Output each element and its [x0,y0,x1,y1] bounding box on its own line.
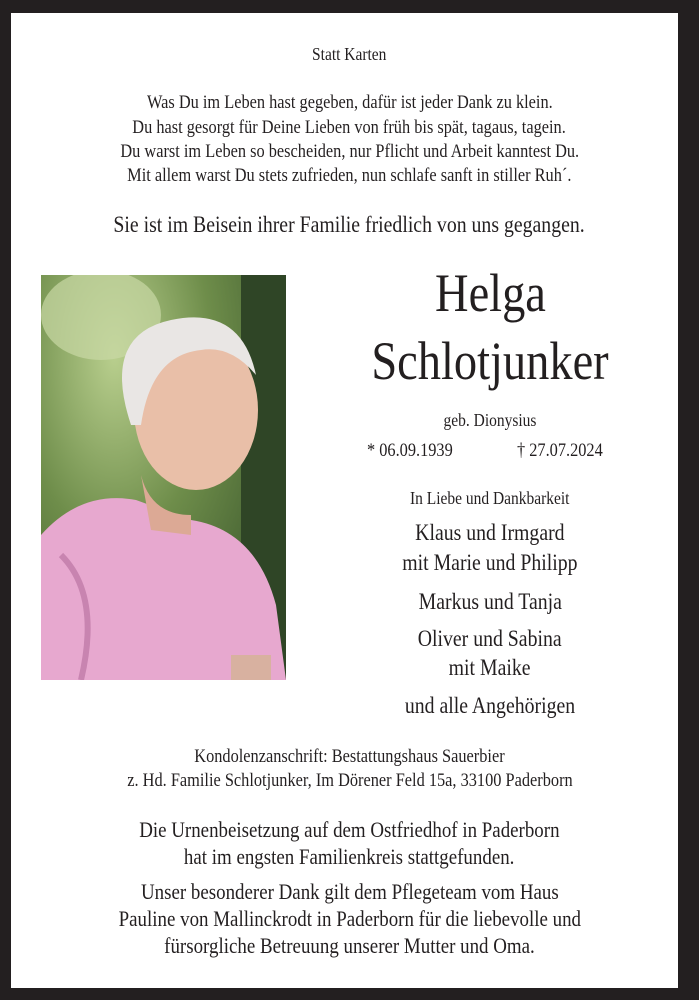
burial-note: hat im engsten Familienkreis stattgefunden. [184,844,515,869]
poem-line: Du hast gesorgt für Deine Lieben von früh bis spät, tagaus, tagein. [132,117,567,138]
birth-date: * 06.09.1939 [367,440,453,461]
header-text: Statt Karten [312,44,387,64]
deceased-first-name: Helga [434,263,546,323]
poem-line: Mit allem warst Du stets zufrieden, nun schlafe sanft in stiller Ruh´. [127,165,572,186]
condolence-address: Kondolenzanschrift: Bestattungshaus Sauerbier [194,746,505,767]
poem-line: Was Du im Leben hast gegeben, dafür ist jeder Dank zu klein. [146,92,553,113]
portrait-image [41,275,286,680]
mourner-line: Markus und Tanja [418,589,562,614]
mourners-intro: In Liebe und Dankbarkeit [410,488,570,508]
poem-line: Du warst im Leben so bescheiden, nur Pflicht und Arbeit kanntest Du. [120,141,579,162]
maiden-name: geb. Dionysius [443,410,537,430]
death-date: † 27.07.2024 [517,440,603,461]
burial-note: Die Urnenbeisetzung auf dem Ostfriedhof in Paderborn [139,817,560,842]
deceased-last-name: Schlotjunker [371,331,609,391]
thanks-note: fürsorgliche Betreuung unserer Mutter und Oma. [164,933,535,958]
mourner-line: mit Marie und Philipp [402,550,578,575]
mourner-line: mit Maike [449,655,531,680]
mourner-line: Oliver und Sabina [418,626,562,651]
announcement: Sie ist im Beisein ihrer Familie friedlich von uns gegangen. [113,212,586,237]
mourner-line: Klaus und Irmgard [415,520,565,545]
condolence-address: z. Hd. Familie Schlotjunker, Im Dörener Feld 15a, 33100 Paderborn [126,770,573,791]
portrait-photo [41,275,286,680]
mourner-line: und alle Angehörigen [404,693,576,718]
thanks-note: Unser besonderer Dank gilt dem Pflegeteam vom Haus [140,879,559,904]
thanks-note: Pauline von Mallinckrodt in Paderborn für die liebevolle und [118,906,581,931]
